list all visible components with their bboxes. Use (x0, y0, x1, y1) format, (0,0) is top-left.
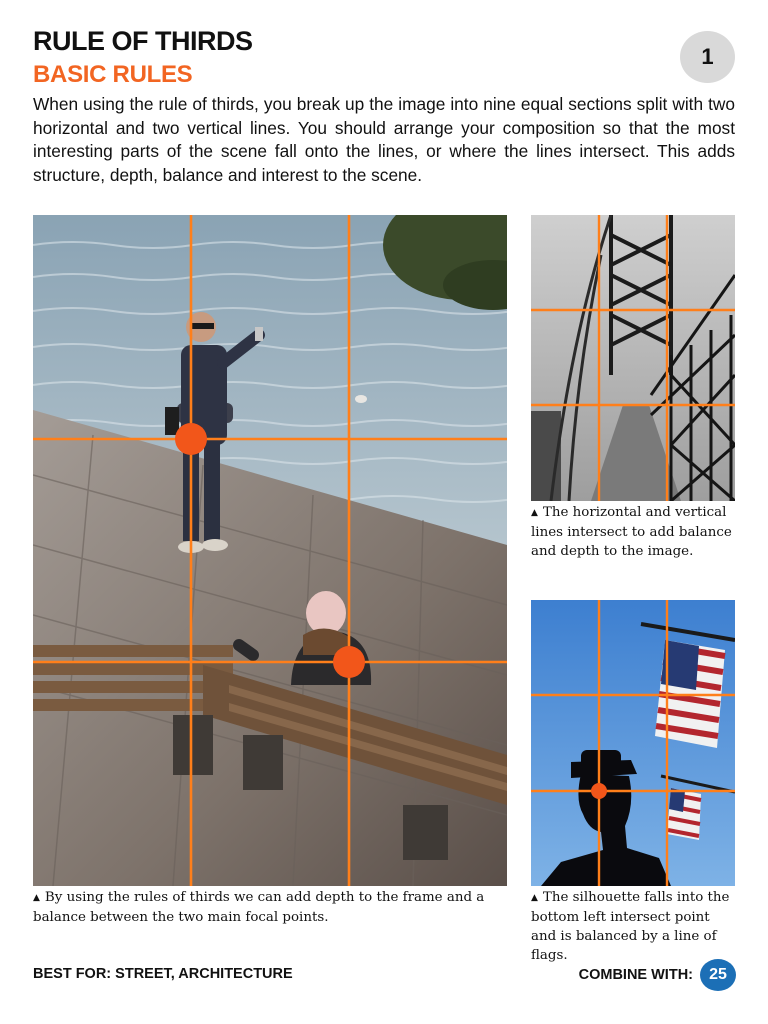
flags-caption-text: The silhouette falls into the bottom left intersect point and is balanced by a line of flags. (531, 890, 730, 963)
main-caption (33, 888, 511, 927)
best-for-label: BEST FOR: STREET, ARCHITECTURE (33, 966, 293, 982)
main-photo-waterfront (33, 215, 507, 886)
up-triangle-icon: ▲ (531, 508, 538, 518)
up-triangle-icon: ▲ (531, 893, 538, 903)
combine-with (560, 959, 736, 991)
page-subtitle: BASIC RULES (33, 61, 193, 88)
bridge-caption-text: The horizontal and vertical lines intersect to add balance and depth to the image. (531, 505, 732, 559)
combine-with-label: COMBINE WITH: (578, 967, 693, 983)
main-caption-text: By using the rules of thirds we can add depth to the frame and a balance between the two main focal points. (33, 890, 485, 925)
intro-paragraph: When using the rule of thirds, you break up the image into nine equal sections split with two horizontal and two vertical lines. You should arrange your composition so that the most interesting parts of the scene fall onto the lines, or where the lines intersect. This adds structure, depth, balance and interest to the scene. (33, 94, 735, 185)
bridge-photo (531, 215, 735, 501)
bridge-caption (531, 503, 735, 561)
combine-with-number[interactable]: 25 (700, 959, 736, 991)
flags-caption (531, 888, 735, 965)
flags-photo (531, 600, 735, 886)
step-number-badge: 1 (680, 31, 735, 83)
page-title: RULE OF THIRDS (33, 26, 253, 56)
up-triangle-icon: ▲ (33, 893, 40, 903)
